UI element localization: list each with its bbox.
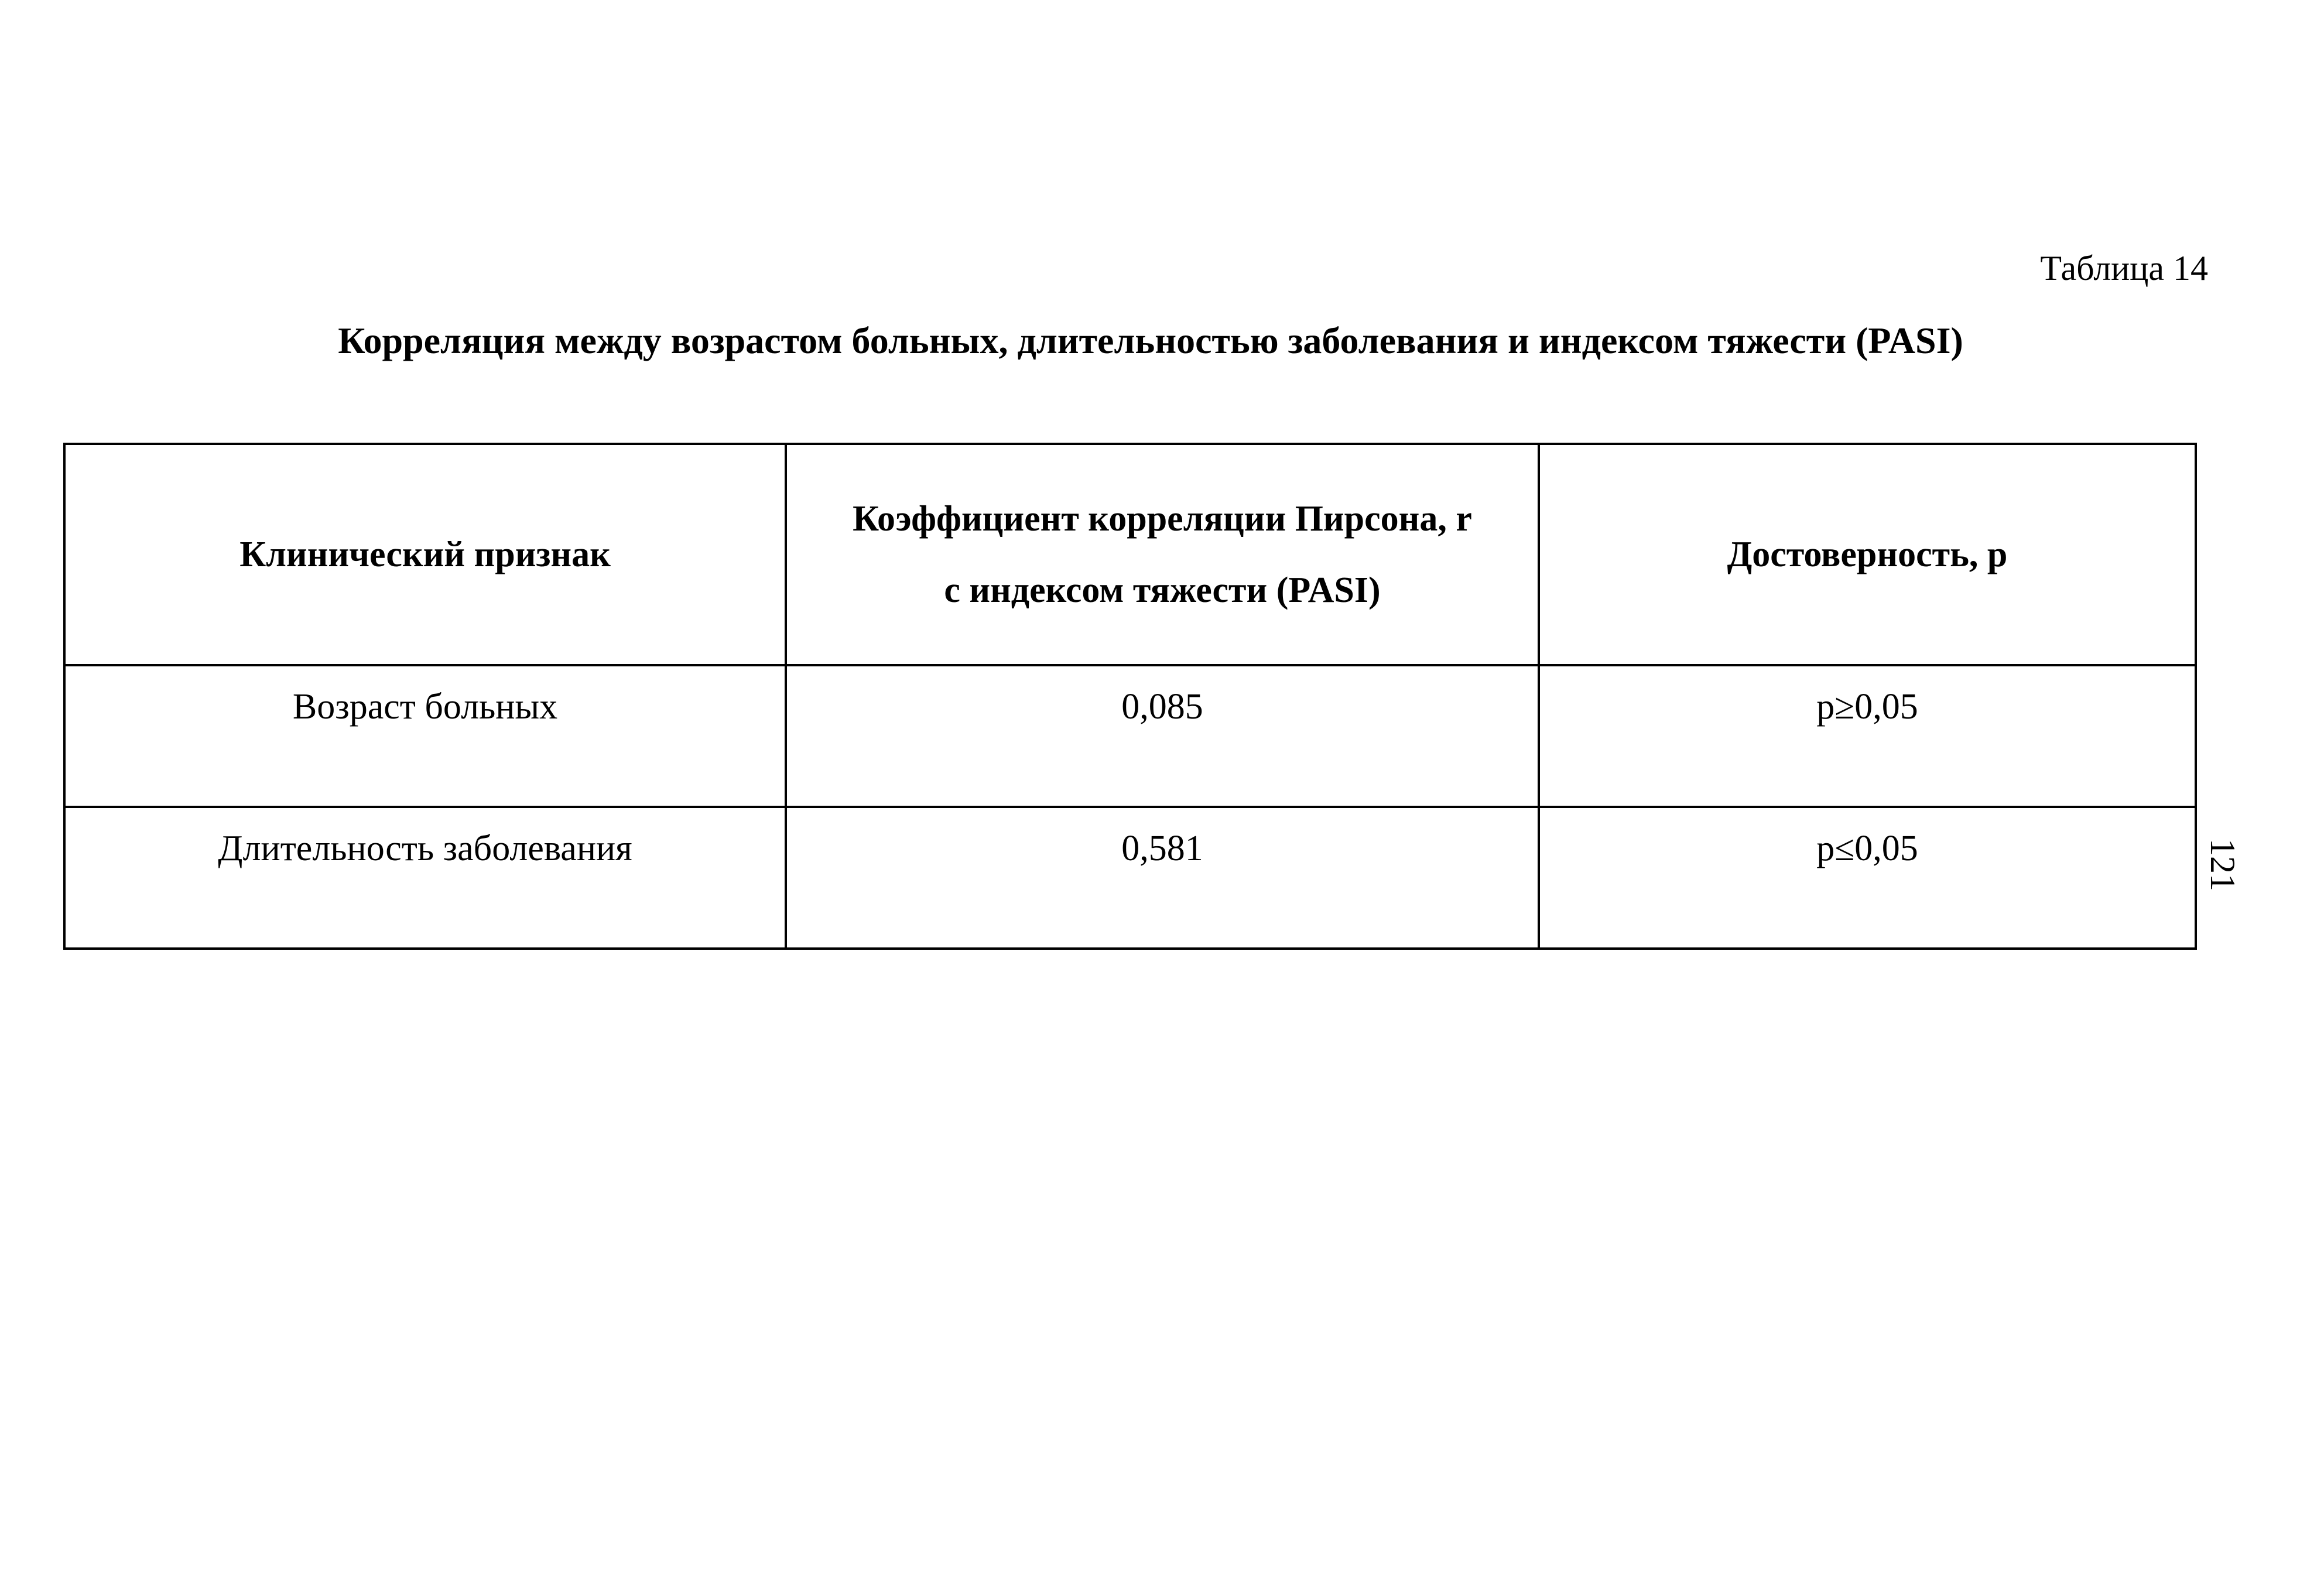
table-title: Корреляция между возрастом больных, длительностью заболевания и индексом тяжести (PASI) (338, 320, 1963, 361)
correlation-table (63, 443, 2197, 950)
column-header-pearson-r-line2: с индексом тяжести (PASI) (944, 570, 1381, 610)
column-header-pearson-r (786, 444, 1539, 665)
cell-r-value: 0,581 (786, 807, 1539, 949)
column-header-pearson-r-line1: Коэффициент корреляции Пирсона, r (853, 499, 1472, 539)
column-header-significance-text: Достоверность, p (1727, 535, 2008, 574)
column-header-feature (64, 444, 786, 665)
table-row (64, 665, 2196, 807)
table-label: Таблица 14 (2040, 249, 2208, 288)
column-header-significance (1539, 444, 2196, 665)
cell-feature: Длительность заболевания (64, 807, 786, 949)
page-number: 121 (2203, 839, 2242, 891)
cell-p-value: p≥0,05 (1539, 665, 2196, 807)
cell-feature: Возраст больных (64, 665, 786, 807)
column-header-feature-text: Клинический признак (239, 535, 611, 574)
table-header-row (64, 444, 2196, 665)
cell-r-value: 0,085 (786, 665, 1539, 807)
table-row (64, 807, 2196, 949)
cell-p-value: p≤0,05 (1539, 807, 2196, 949)
